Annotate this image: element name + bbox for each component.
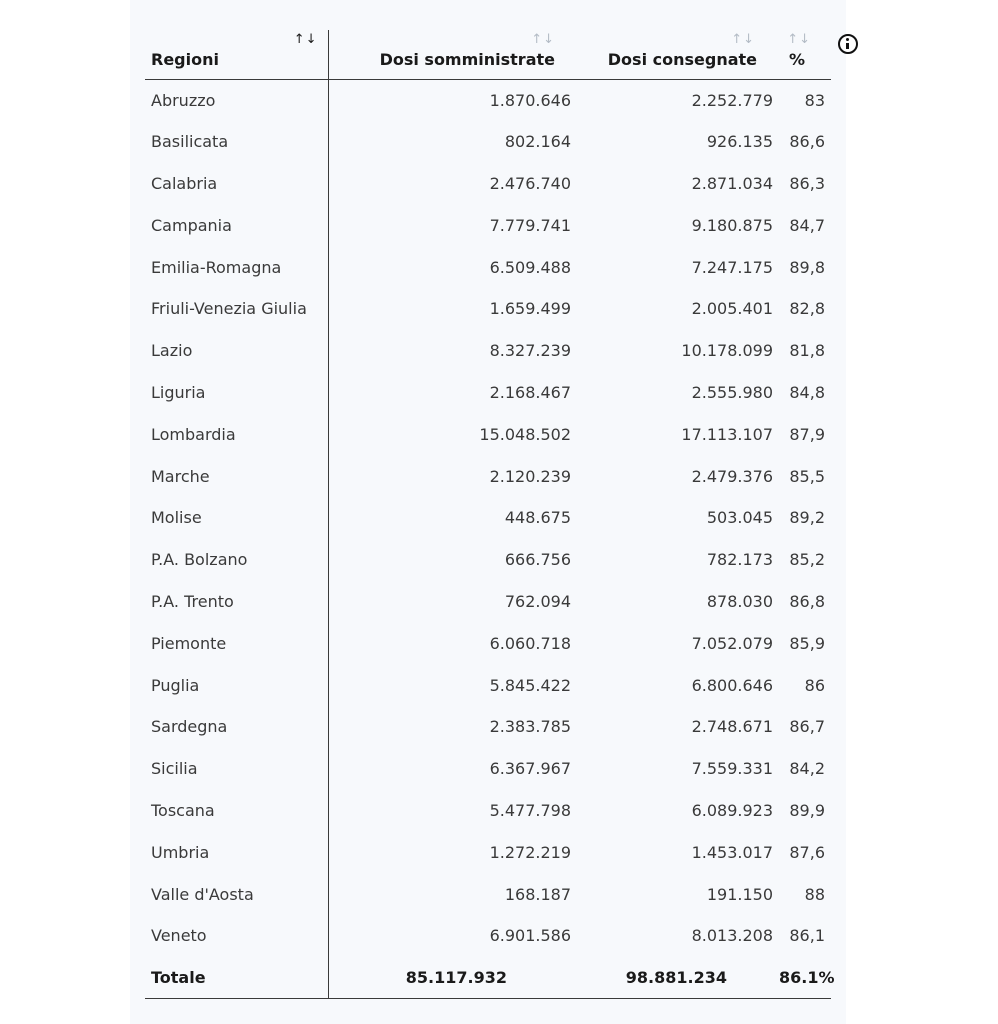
- total-percent: 86.1%: [779, 957, 831, 999]
- administered-cell: 6.367.967: [489, 759, 571, 779]
- table-row: [145, 539, 831, 581]
- region-cell: Calabria: [145, 163, 328, 205]
- delivered-cell: 926.135: [706, 132, 773, 152]
- percent-cell: 82,8: [789, 299, 825, 319]
- percent-cell: 87,6: [789, 842, 825, 862]
- table-row: [145, 79, 831, 121]
- administered-cell: 1.659.499: [489, 299, 571, 319]
- table-row: [145, 455, 831, 497]
- table-panel: [130, 0, 846, 1024]
- region-cell: P.A. Trento: [145, 581, 328, 623]
- percent-cell: 89,2: [789, 508, 825, 528]
- percent-cell: 85,5: [789, 466, 825, 486]
- percent-cell: 86: [804, 675, 825, 695]
- table-row: [145, 204, 831, 246]
- region-cell: Sicilia: [145, 748, 328, 790]
- vaccine-doses-table: [145, 30, 835, 999]
- region-cell: Liguria: [145, 372, 328, 414]
- table-row: [145, 288, 831, 330]
- delivered-cell: 2.555.980: [691, 382, 773, 402]
- header-regioni[interactable]: [145, 30, 328, 79]
- table-row: [145, 246, 831, 288]
- region-cell: Sardegna: [145, 706, 328, 748]
- percent-cell: 86,3: [789, 173, 825, 193]
- administered-cell: 5.477.798: [489, 800, 571, 820]
- table-row: [145, 163, 831, 205]
- administered-cell: 6.901.586: [489, 926, 571, 946]
- administered-cell: 168.187: [504, 884, 571, 904]
- administered-cell: 2.120.239: [489, 466, 571, 486]
- sort-arrows-icon[interactable]: ↑↓: [293, 32, 318, 47]
- percent-cell: 84,8: [789, 382, 825, 402]
- delivered-cell: 7.559.331: [691, 759, 773, 779]
- percent-cell: 81,8: [789, 341, 825, 361]
- percent-cell: 86,8: [789, 591, 825, 611]
- percent-cell: 89,9: [789, 800, 825, 820]
- percent-cell: 83: [804, 90, 825, 110]
- header-dosi-somministrate[interactable]: [328, 30, 577, 79]
- table-row: [145, 372, 831, 414]
- administered-cell: 1.272.219: [489, 842, 571, 862]
- region-cell: Molise: [145, 497, 328, 539]
- total-label: Totale: [145, 957, 328, 999]
- delivered-cell: 6.800.646: [691, 675, 773, 695]
- delivered-cell: 17.113.107: [681, 424, 773, 444]
- region-cell: Valle d'Aosta: [145, 873, 328, 915]
- administered-cell: 448.675: [504, 508, 571, 528]
- total-row: [145, 957, 831, 999]
- delivered-cell: 2.871.034: [691, 173, 773, 193]
- table-row: [145, 622, 831, 664]
- region-cell: Veneto: [145, 915, 328, 957]
- header-dosi-consegnate-label: Dosi consegnate: [607, 49, 757, 69]
- table-header-row: [145, 30, 831, 79]
- region-cell: Emilia-Romagna: [145, 246, 328, 288]
- total-delivered: 98.881.234: [577, 957, 779, 999]
- sort-arrows-icon[interactable]: ↑↓: [787, 32, 811, 47]
- administered-cell: 802.164: [504, 132, 571, 152]
- percent-cell: 88: [804, 884, 825, 904]
- percent-cell: 85,9: [789, 633, 825, 653]
- header-percent[interactable]: [779, 30, 831, 79]
- delivered-cell: 878.030: [706, 591, 773, 611]
- delivered-cell: 1.453.017: [691, 842, 773, 862]
- delivered-cell: 8.013.208: [691, 926, 773, 946]
- administered-cell: 6.509.488: [489, 257, 571, 277]
- delivered-cell: 6.089.923: [691, 800, 773, 820]
- header-dosi-somministrate-label: Dosi somministrate: [379, 49, 555, 69]
- administered-cell: 6.060.718: [489, 633, 571, 653]
- total-administered: 85.117.932: [328, 957, 577, 999]
- region-cell: Toscana: [145, 790, 328, 832]
- administered-cell: 7.779.741: [489, 215, 571, 235]
- table-row: [145, 330, 831, 372]
- administered-cell: 666.756: [504, 550, 571, 570]
- region-cell: Friuli-Venezia Giulia: [145, 288, 328, 330]
- region-cell: Puglia: [145, 664, 328, 706]
- administered-cell: 8.327.239: [489, 341, 571, 361]
- delivered-cell: 2.005.401: [691, 299, 773, 319]
- administered-cell: 1.870.646: [489, 90, 571, 110]
- sort-arrows-icon[interactable]: ↑↓: [531, 32, 555, 47]
- percent-cell: 86,1: [789, 926, 825, 946]
- region-cell: Lazio: [145, 330, 328, 372]
- region-cell: Lombardia: [145, 413, 328, 455]
- region-cell: Marche: [145, 455, 328, 497]
- administered-cell: 5.845.422: [489, 675, 571, 695]
- administered-cell: 762.094: [504, 591, 571, 611]
- administered-cell: 2.168.467: [489, 382, 571, 402]
- delivered-cell: 9.180.875: [691, 215, 773, 235]
- region-cell: Umbria: [145, 831, 328, 873]
- table-row: [145, 790, 831, 832]
- header-regioni-label: Regioni: [151, 49, 219, 69]
- table-row: [145, 706, 831, 748]
- header-dosi-consegnate[interactable]: [577, 30, 779, 79]
- delivered-cell: 7.247.175: [691, 257, 773, 277]
- delivered-cell: 503.045: [706, 508, 773, 528]
- table-row: [145, 121, 831, 163]
- percent-cell: 87,9: [789, 424, 825, 444]
- info-icon[interactable]: [838, 34, 858, 54]
- delivered-cell: 10.178.099: [681, 341, 773, 361]
- delivered-cell: 2.252.779: [691, 90, 773, 110]
- table-row: [145, 831, 831, 873]
- table-row: [145, 664, 831, 706]
- sort-arrows-icon[interactable]: ↑↓: [731, 32, 755, 47]
- region-cell: Abruzzo: [145, 79, 328, 121]
- percent-cell: 84,2: [789, 759, 825, 779]
- delivered-cell: 2.748.671: [691, 717, 773, 737]
- region-cell: Piemonte: [145, 622, 328, 664]
- delivered-cell: 7.052.079: [691, 633, 773, 653]
- administered-cell: 15.048.502: [479, 424, 571, 444]
- table-row: [145, 413, 831, 455]
- percent-cell: 86,6: [789, 132, 825, 152]
- table-row: [145, 915, 831, 957]
- table-row: [145, 581, 831, 623]
- administered-cell: 2.476.740: [489, 173, 571, 193]
- delivered-cell: 2.479.376: [691, 466, 773, 486]
- region-cell: Campania: [145, 204, 328, 246]
- region-cell: P.A. Bolzano: [145, 539, 328, 581]
- table-row: [145, 873, 831, 915]
- table-row: [145, 497, 831, 539]
- administered-cell: 2.383.785: [489, 717, 571, 737]
- header-percent-label: %: [788, 49, 805, 69]
- percent-cell: 85,2: [789, 550, 825, 570]
- percent-cell: 89,8: [789, 257, 825, 277]
- table-row: [145, 748, 831, 790]
- region-cell: Basilicata: [145, 121, 328, 163]
- percent-cell: 84,7: [789, 215, 825, 235]
- percent-cell: 86,7: [789, 717, 825, 737]
- delivered-cell: 191.150: [706, 884, 773, 904]
- delivered-cell: 782.173: [706, 550, 773, 570]
